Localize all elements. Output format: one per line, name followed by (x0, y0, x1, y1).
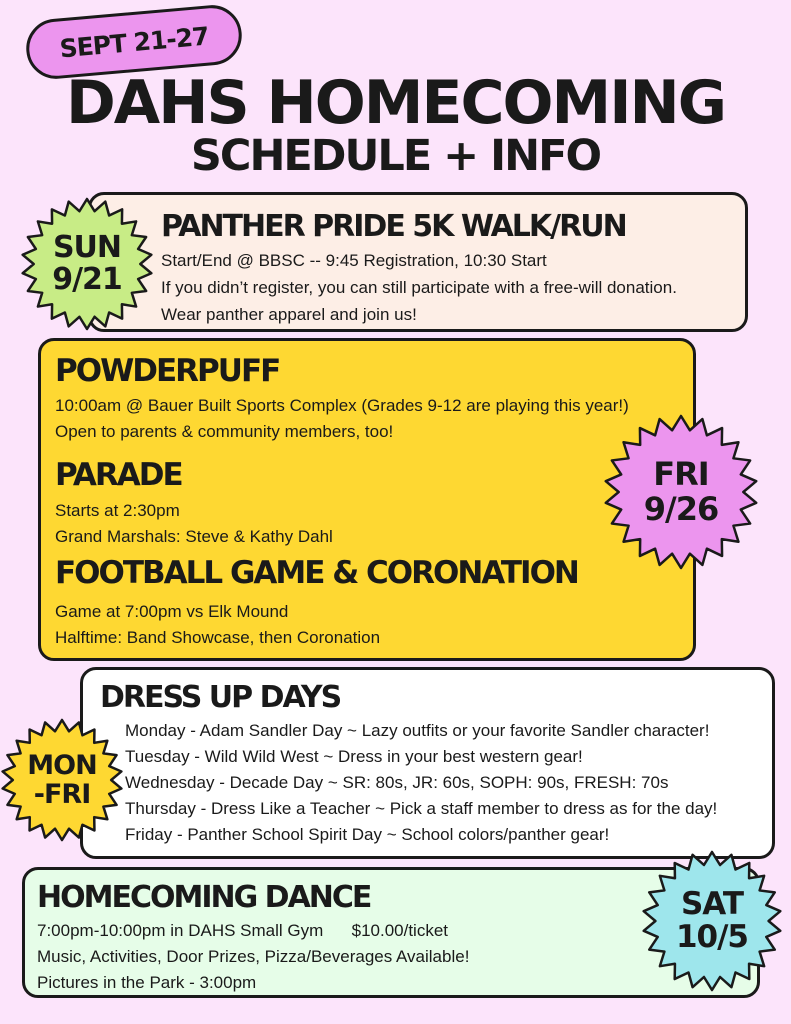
parade-line: Grand Marshals: Steve & Kathy Dahl (55, 527, 333, 546)
page-title: DAHS HOMECOMING (65, 68, 725, 138)
badge-date: 9/26 (643, 490, 719, 528)
event-5k-card (88, 192, 748, 332)
badge-day: SAT (680, 885, 744, 922)
dress-up-line: Thursday - Dress Like a Teacher ~ Pick a staff member to dress as for the day! (125, 799, 718, 818)
dance-line: Music, Activities, Door Prizes, Pizza/Beverages Available! (37, 947, 470, 966)
page-subtitle: SCHEDULE + INFO (190, 131, 601, 181)
parade-title: PARADE (55, 457, 182, 493)
dress-up-line: Tuesday - Wild Wild West ~ Dress in your best western gear! (125, 747, 583, 766)
powderpuff-title: POWDERPUFF (55, 353, 280, 389)
parade-line: Starts at 2:30pm (55, 501, 180, 520)
badge-date: 9/21 (52, 262, 122, 297)
badge-date: -FRI (33, 779, 91, 810)
powderpuff-line: 10:00am @ Bauer Built Sports Complex (Grades 9-12 are playing this year!) (55, 396, 629, 415)
date-range-text: SEPT 21-27 (58, 21, 210, 63)
dress-up-card (80, 667, 775, 859)
dance-line: 7:00pm-10:00pm in DAHS Small Gym $10.00/ticket (37, 921, 449, 940)
dress-up-title: DRESS UP DAYS (100, 680, 341, 715)
badge-date: 10/5 (675, 919, 749, 955)
event-5k-title: PANTHER PRIDE 5K WALK/RUN (161, 209, 626, 244)
badge-day: FRI (653, 455, 709, 494)
sun-date-badge (20, 197, 154, 331)
event-5k-line: If you didn’t register, you can still participate with a free-will donation. (161, 278, 677, 297)
football-line: Game at 7:00pm vs Elk Mound (55, 602, 289, 621)
dance-title: HOMECOMING DANCE (37, 880, 371, 915)
powderpuff-line: Open to parents & community members, too! (55, 422, 394, 441)
dress-up-line: Friday - Panther School Spirit Day ~ School colors/panther gear! (125, 825, 610, 844)
football-line: Halftime: Band Showcase, then Coronation (55, 628, 381, 647)
dress-up-line: Wednesday - Decade Day ~ SR: 80s, JR: 60s, SOPH: 90s, FRESH: 70s (125, 773, 669, 792)
event-5k-line: Start/End @ BBSC -- 9:45 Registration, 10:30 Start (161, 251, 547, 270)
event-5k-line: Wear panther apparel and join us! (161, 305, 417, 324)
fri-date-badge (603, 414, 759, 570)
dress-up-line: Monday - Adam Sandler Day ~ Lazy outfits or your favorite Sandler character! (125, 721, 710, 740)
dance-line: Pictures in the Park - 3:00pm (37, 973, 257, 992)
event-friday-card (38, 338, 696, 661)
football-title: FOOTBALL GAME & CORONATION (55, 555, 578, 591)
badge-day: SUN (52, 229, 122, 265)
mon-fri-date-badge (0, 718, 124, 842)
sat-date-badge (641, 850, 783, 992)
badge-day: MON (27, 749, 97, 781)
